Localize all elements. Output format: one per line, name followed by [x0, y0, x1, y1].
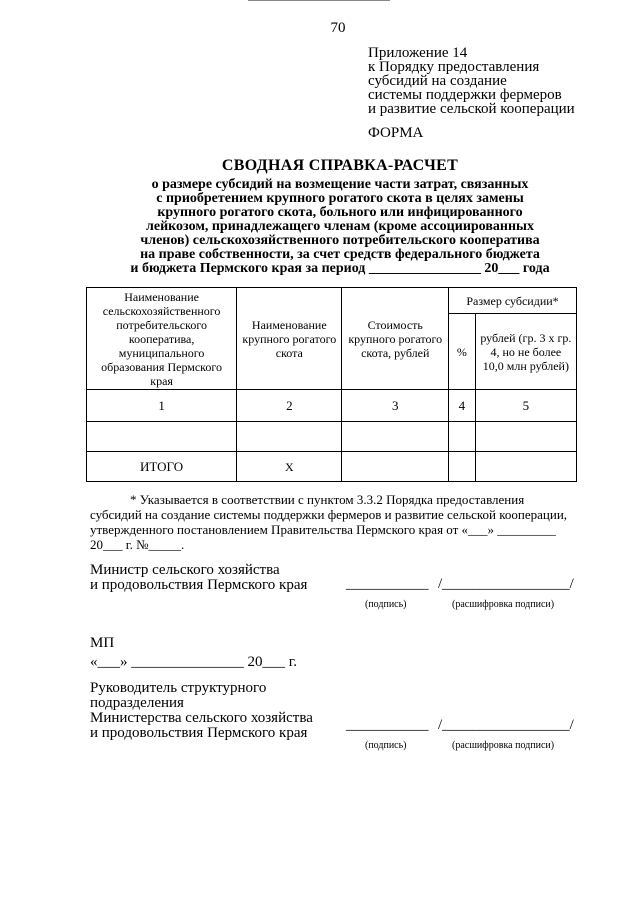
stamp-place: МП: [90, 635, 115, 651]
subtitle-line: лейкозом, принадлежащего членам (кроме ассоциированных: [146, 219, 534, 234]
total-label: ИТОГО: [87, 452, 237, 482]
header-rubles: рублей (гр. 3 x гр. 4, но не более 10,0 млн рублей): [475, 314, 576, 390]
table-cell[interactable]: [449, 452, 476, 482]
subtitle-line: крупного рогатого скота, больного или инфицированного: [157, 205, 523, 220]
column-number: 5: [475, 390, 576, 422]
column-number: 1: [87, 390, 237, 422]
column-number: 3: [342, 390, 449, 422]
header-cattle-name: Наименование крупного рогатого скота: [237, 288, 342, 390]
signature-field[interactable]: ___________: [346, 576, 429, 592]
name-decoding-caption: (расшифровка подписи): [452, 740, 555, 751]
page-number: 70: [330, 20, 346, 36]
table-cell[interactable]: [475, 422, 576, 452]
total-cattle-placeholder: Х: [237, 452, 342, 482]
footnote-line: утвержденного постановлением Правительства Пермского края от «___» _________: [90, 522, 556, 537]
subtitle-line: и бюджета Пермского края за период ________________ 20___ года: [130, 261, 550, 276]
footnote-line: субсидий на создание системы поддержки фермеров и развитие сельской кооперации,: [90, 507, 568, 522]
signature-field[interactable]: ___________: [346, 717, 429, 733]
signature-title-line: и продовольствия Пермского края: [90, 577, 308, 593]
subtitle-line: о размере субсидий на возмещение части затрат, связанных: [151, 177, 529, 192]
subtitle-line: с приобретением крупного рогатого скота в целях замены: [156, 191, 524, 206]
table-cell[interactable]: [237, 422, 342, 452]
table-cell[interactable]: [342, 452, 449, 482]
table-row: [87, 422, 577, 452]
header-cattle-cost: Стоимость крупного рогатого скота, рублей: [342, 288, 449, 390]
signature-title-line: подразделения: [90, 695, 184, 711]
form-label: ФОРМА: [368, 125, 424, 141]
top-rule: [248, 0, 390, 1]
appendix-line: к Порядку предоставления: [368, 59, 540, 75]
name-decoding-caption: (расшифровка подписи): [452, 599, 555, 610]
appendix-reference: [368, 46, 575, 116]
document-title: СВОДНАЯ СПРАВКА-РАСЧЕТ: [221, 157, 459, 174]
table-cell[interactable]: [342, 422, 449, 452]
signature-title-line: Министр сельского хозяйства: [90, 562, 280, 578]
date-line[interactable]: «___» _______________ 20___ г.: [90, 654, 297, 670]
table-cell[interactable]: [449, 422, 476, 452]
name-decoding-field[interactable]: /_________________/: [438, 717, 574, 733]
appendix-line: субсидий на создание: [368, 73, 507, 89]
column-number: 4: [449, 390, 476, 422]
name-decoding-field[interactable]: /_________________/: [438, 576, 574, 592]
subtitle-line: членов) сельскохозяйственного потребительского кооператива: [140, 233, 540, 248]
signature-caption: (подпись): [365, 740, 407, 751]
footnote-line: 20___ г. №_____.: [90, 537, 185, 552]
table-cell[interactable]: [475, 452, 576, 482]
table-cell[interactable]: [87, 422, 237, 452]
total-row: [87, 452, 577, 482]
header-cooperative: Наименование сельскохозяйственного потребительского кооператива, муниципального образования Пермского края: [87, 288, 237, 390]
document-subtitle: [90, 178, 590, 276]
header-percent: %: [449, 314, 476, 390]
signature-caption: (подпись): [365, 599, 407, 610]
subsidy-table: [86, 287, 577, 482]
signature-title-department-head: [90, 681, 313, 741]
signature-title-line: и продовольствия Пермского края: [90, 725, 308, 741]
column-number: 2: [237, 390, 342, 422]
footnote-line: * Указывается в соответствии с пунктом 3.3.2 Порядка предоставления: [130, 492, 525, 507]
subtitle-line: на праве собственности, за счет средств федерального бюджета: [140, 247, 540, 262]
footnote: [90, 492, 576, 552]
appendix-line: и развитие сельской кооперации: [368, 101, 575, 117]
header-subsidy-size: Размер субсидии*: [449, 288, 577, 314]
signature-title-minister: [90, 563, 307, 593]
appendix-line: системы поддержки фермеров: [368, 87, 562, 103]
signature-title-line: Министерства сельского хозяйства: [90, 710, 313, 726]
signature-title-line: Руководитель структурного: [90, 680, 267, 696]
appendix-line: Приложение 14: [368, 45, 468, 61]
